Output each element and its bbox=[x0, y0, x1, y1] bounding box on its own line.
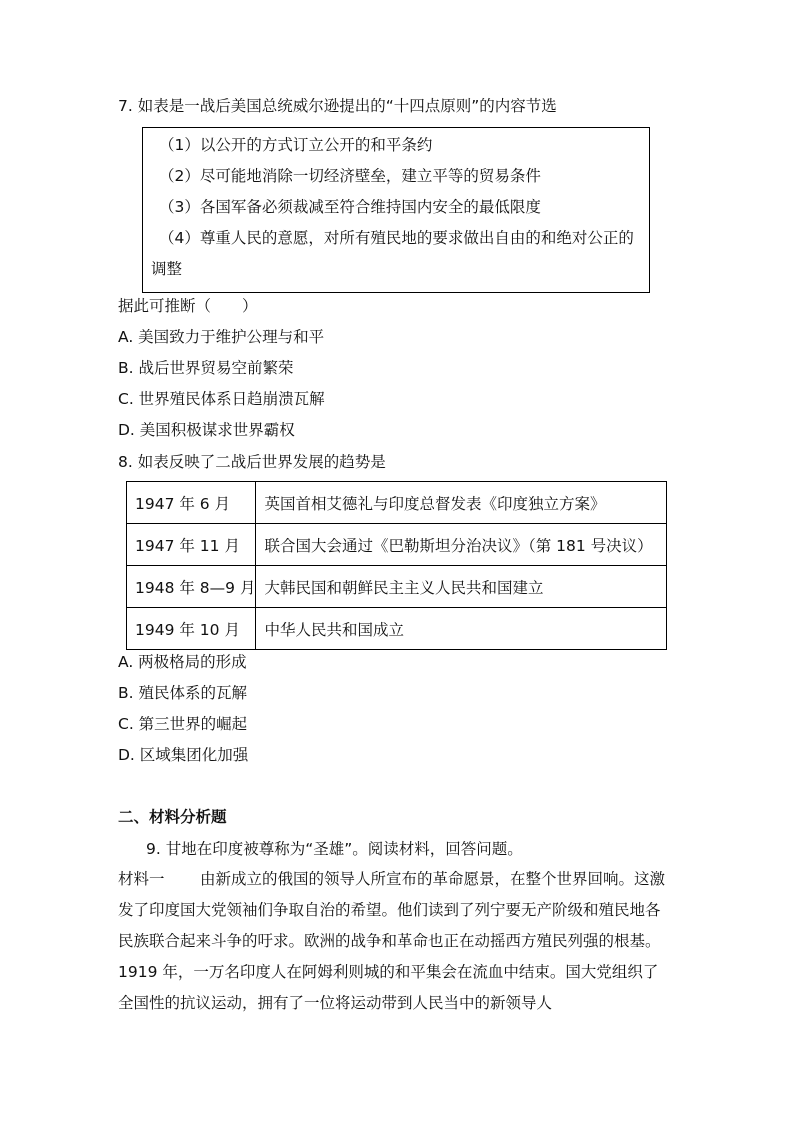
date-cell: 1947 年 6 月 bbox=[127, 482, 256, 524]
q7-item-4-continued: 调整 bbox=[151, 260, 183, 278]
table-row bbox=[127, 524, 667, 566]
q7-item-3: （3）各国军备必须裁减至符合维持国内安全的最低限度 bbox=[159, 198, 541, 216]
event-cell: 英国首相艾德礼与印度总督发表《印度独立方案》 bbox=[256, 482, 667, 524]
date-cell: 1949 年 10 月 bbox=[127, 608, 256, 650]
material-1-line-5: 全国性的抗议运动，拥有了一位将运动带到人民当中的新领导人 bbox=[118, 994, 553, 1012]
table-row bbox=[127, 566, 667, 608]
q7-item-1: （1）以公开的方式订立公开的和平条约 bbox=[159, 136, 433, 154]
q8-option-d: D. 区域集团化加强 bbox=[118, 746, 249, 764]
q7-prompt: 据此可推断（ ） bbox=[118, 297, 258, 315]
table-row bbox=[127, 482, 667, 524]
q7-option-d: D. 美国积极谋求世界霸权 bbox=[118, 421, 295, 439]
section-heading: 二、材料分析题 bbox=[118, 808, 227, 826]
q7-stem: 7. 如表是一战后美国总统威尔逊提出的“十四点原则”的内容节选 bbox=[118, 97, 557, 115]
q8-option-c: C. 第三世界的崛起 bbox=[118, 715, 248, 733]
q8-option-b: B. 殖民体系的瓦解 bbox=[118, 684, 247, 702]
event-cell: 大韩民国和朝鲜民主主义人民共和国建立 bbox=[256, 566, 667, 608]
date-cell: 1947 年 11 月 bbox=[127, 524, 256, 566]
q7-item-4: （4）尊重人民的意愿，对所有殖民地的要求做出自由的和绝对公正的 bbox=[159, 229, 634, 247]
q8-stem: 8. 如表反映了二战后世界发展的趋势是 bbox=[118, 453, 386, 471]
q8-event-table bbox=[126, 481, 667, 650]
q8-option-a: A. 两极格局的形成 bbox=[118, 653, 247, 671]
material-1-line-2: 发了印度国大党领袖们争取自治的希望。他们读到了列宁要无产阶级和殖民地各 bbox=[118, 901, 661, 919]
date-cell: 1948 年 8—9 月 bbox=[127, 566, 256, 608]
event-cell: 联合国大会通过《巴勒斯坦分治决议》（第 181 号决议） bbox=[256, 524, 667, 566]
table-row bbox=[127, 608, 667, 650]
material-1-line-4: 1919 年，一万名印度人在阿姆利则城的和平集会在流血中结束。国大党组织了 bbox=[118, 963, 659, 981]
q7-item-2: （2）尽可能地消除一切经济壁垒，建立平等的贸易条件 bbox=[159, 167, 541, 185]
q7-option-c: C. 世界殖民体系日趋崩溃瓦解 bbox=[118, 390, 325, 408]
material-1-line-1: 由新成立的俄国的领导人所宣布的革命愿景，在整个世界回响。这激 bbox=[200, 870, 666, 888]
q9-intro: 9. 甘地在印度被尊称为“圣雄”。阅读材料，回答问题。 bbox=[146, 840, 523, 858]
q7-quote-box bbox=[142, 127, 650, 293]
event-cell: 中华人民共和国成立 bbox=[256, 608, 667, 650]
q7-option-a: A. 美国致力于维护公理与和平 bbox=[118, 328, 325, 346]
q7-option-b: B. 战后世界贸易空前繁荣 bbox=[118, 359, 294, 377]
material-1-line-3: 民族联合起来斗争的吁求。欧洲的战争和革命也正在动摇西方殖民列强的根基。 bbox=[118, 932, 661, 950]
material-1-label: 材料一 bbox=[118, 870, 165, 888]
